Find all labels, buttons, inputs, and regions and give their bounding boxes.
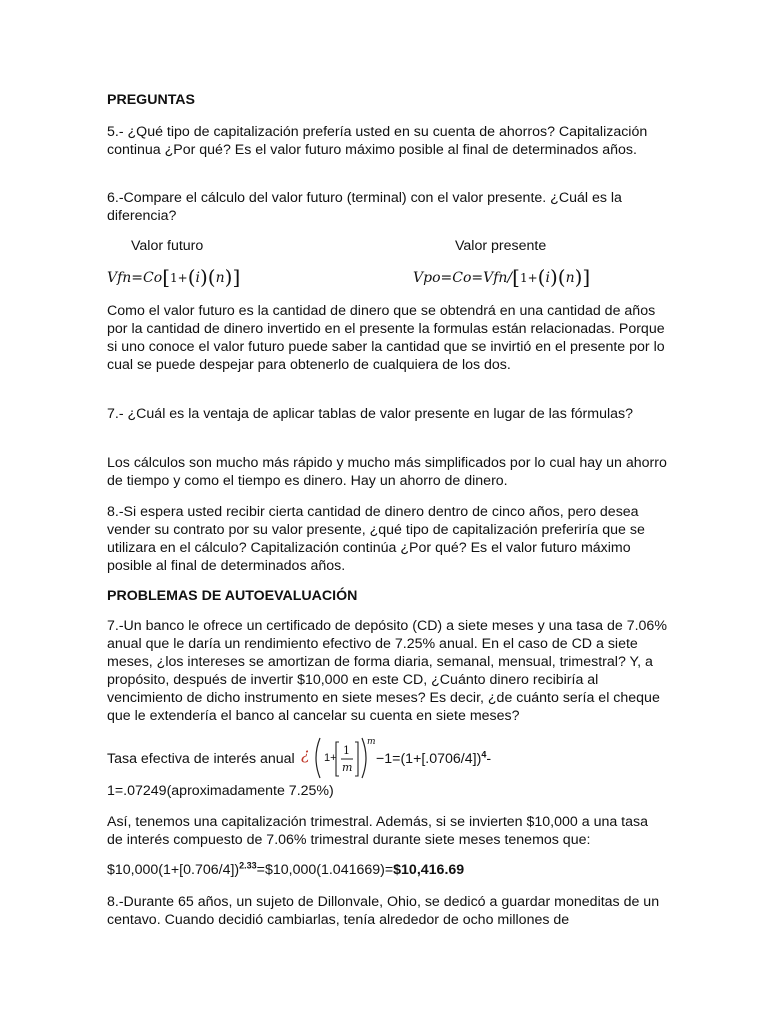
frac-numerator: 1: [343, 744, 350, 757]
interest-symbol-icon: ¿: [301, 744, 310, 763]
formula-valor-futuro: Vfn=Co[1+(i)(n)]: [107, 265, 241, 289]
formula-vf-n: n: [215, 270, 225, 286]
formula-valor-presente: Vpo=Co=Vfn/[1+(i)(n)]: [413, 265, 591, 289]
calc-part1: $10,000(1+[0.706/4]): [107, 862, 240, 878]
tasa-power: 4: [481, 749, 487, 760]
calc-line: [107, 861, 667, 879]
answer-6: Como el valor futuro es la cantidad de dinero que se obtendrá en una cantidad de años por la cantidad de dinero invertido en el presente la formulas están relacionadas. Porque si uno conoce el valor futuro puede saber la cantidad que se invirtió en el presente por lo cual se puede despejar para obtenerlo de cualquiera de los dos.: [107, 303, 665, 373]
calc-part2: =$10,000(1.041669)=: [256, 862, 394, 878]
label-valor-presente: Valor presente: [455, 238, 547, 254]
label-valor-futuro: Valor futuro: [131, 238, 204, 254]
heading-preguntas: PREGUNTAS: [107, 92, 196, 108]
calc-result: $10,416.69: [393, 862, 465, 878]
right-bracket-icon: [355, 742, 358, 776]
big-left-paren-icon: [316, 738, 320, 778]
calc-exponent: 2.33: [239, 860, 257, 871]
formula-vf-i: i: [195, 270, 200, 286]
tasa-minus-one: −1=(1+[.0706/4]): [376, 751, 482, 767]
question-8: 8.-Si espera usted recibir cierta cantidad de dinero dentro de cinco años, pero desea vender su contrato por su valor presente, ¿qué tipo de capitalización preferiría que se utilizara en el cálculo? Capitalización continúa ¿Por qué? Es el valor futuro máximo posible al final de determinados años.: [107, 504, 645, 574]
frac-denominator: m: [342, 761, 353, 774]
tasa-formula-graphic: [300, 734, 380, 784]
formula-vf-inner: 1+: [170, 271, 188, 285]
big-right-paren-icon: [362, 738, 366, 778]
tasa-label: Tasa efectiva de interés anual: [107, 751, 295, 767]
formula-vp-i: i: [545, 270, 550, 286]
tasa-result: 1=.07249(aproximadamente 7.25%): [107, 783, 334, 799]
formula-vf-lhs: Vfn=Co: [107, 270, 163, 286]
problem-8: 8.-Durante 65 años, un sujeto de Dillonvale, Ohio, se dedicó a guardar moneditas de un centavo. Cuando decidió cambiarlas, tenía alrededor de ocho millones de: [107, 894, 660, 928]
tasa-dash: -: [486, 751, 492, 767]
heading-problemas: PROBLEMAS DE AUTOEVALUACIÓN: [107, 588, 358, 604]
problem-7: 7.-Un banco le ofrece un certificado de depósito (CD) a siete meses y una tasa de 7.06% anual que le daría un rendimiento efectivo de 7.25% anual. En el caso de CD a siete meses, ¿los intereses se amortizan de forma diaria, semanal, mensual, trimestral? Y, a propósito, después de invertir $10,000 en este CD, ¿Cuánto dinero recibiría al vencimiento de dicho instrumento en siete meses? Es decir, ¿de cuánto sería el cheque que le extendería el banco al cancelar su cuenta en siete meses?: [107, 618, 667, 724]
question-6: 6.-Compare el cálculo del valor futuro (terminal) con el valor presente. ¿Cuál es la diferencia?: [107, 190, 622, 224]
question-7: 7.- ¿Cuál es la ventaja de aplicar tablas de valor presente en lugar de las fórmulas?: [107, 406, 634, 422]
formula-vp-n: n: [565, 270, 575, 286]
formula-exponent: m: [367, 737, 376, 747]
asi-paragraph: Así, tenemos una capitalización trimestral. Además, si se invierten $10,000 a una tasa de interés compuesto de 7.06% trimestral durante siete meses tenemos que:: [107, 814, 648, 848]
question-5: 5.- ¿Qué tipo de capitalización prefería usted en su cuenta de ahorros? Capitalización continua ¿Por qué? Es el valor futuro máximo posible al final de determinados años.: [107, 124, 648, 158]
formula-vp-inner: 1+: [519, 271, 538, 285]
left-bracket-icon: [336, 742, 339, 776]
tasa-formula-rest: [376, 750, 491, 768]
one-plus-text: 1+: [324, 752, 337, 764]
answer-7: Los cálculos son mucho más rápido y mucho más simplificados por lo cual hay un ahorro de tiempo y como el tiempo es dinero. Hay un ahorro de dinero.: [107, 455, 667, 489]
formula-vp-lhs: Vpo=Co=Vfn/: [413, 270, 513, 286]
